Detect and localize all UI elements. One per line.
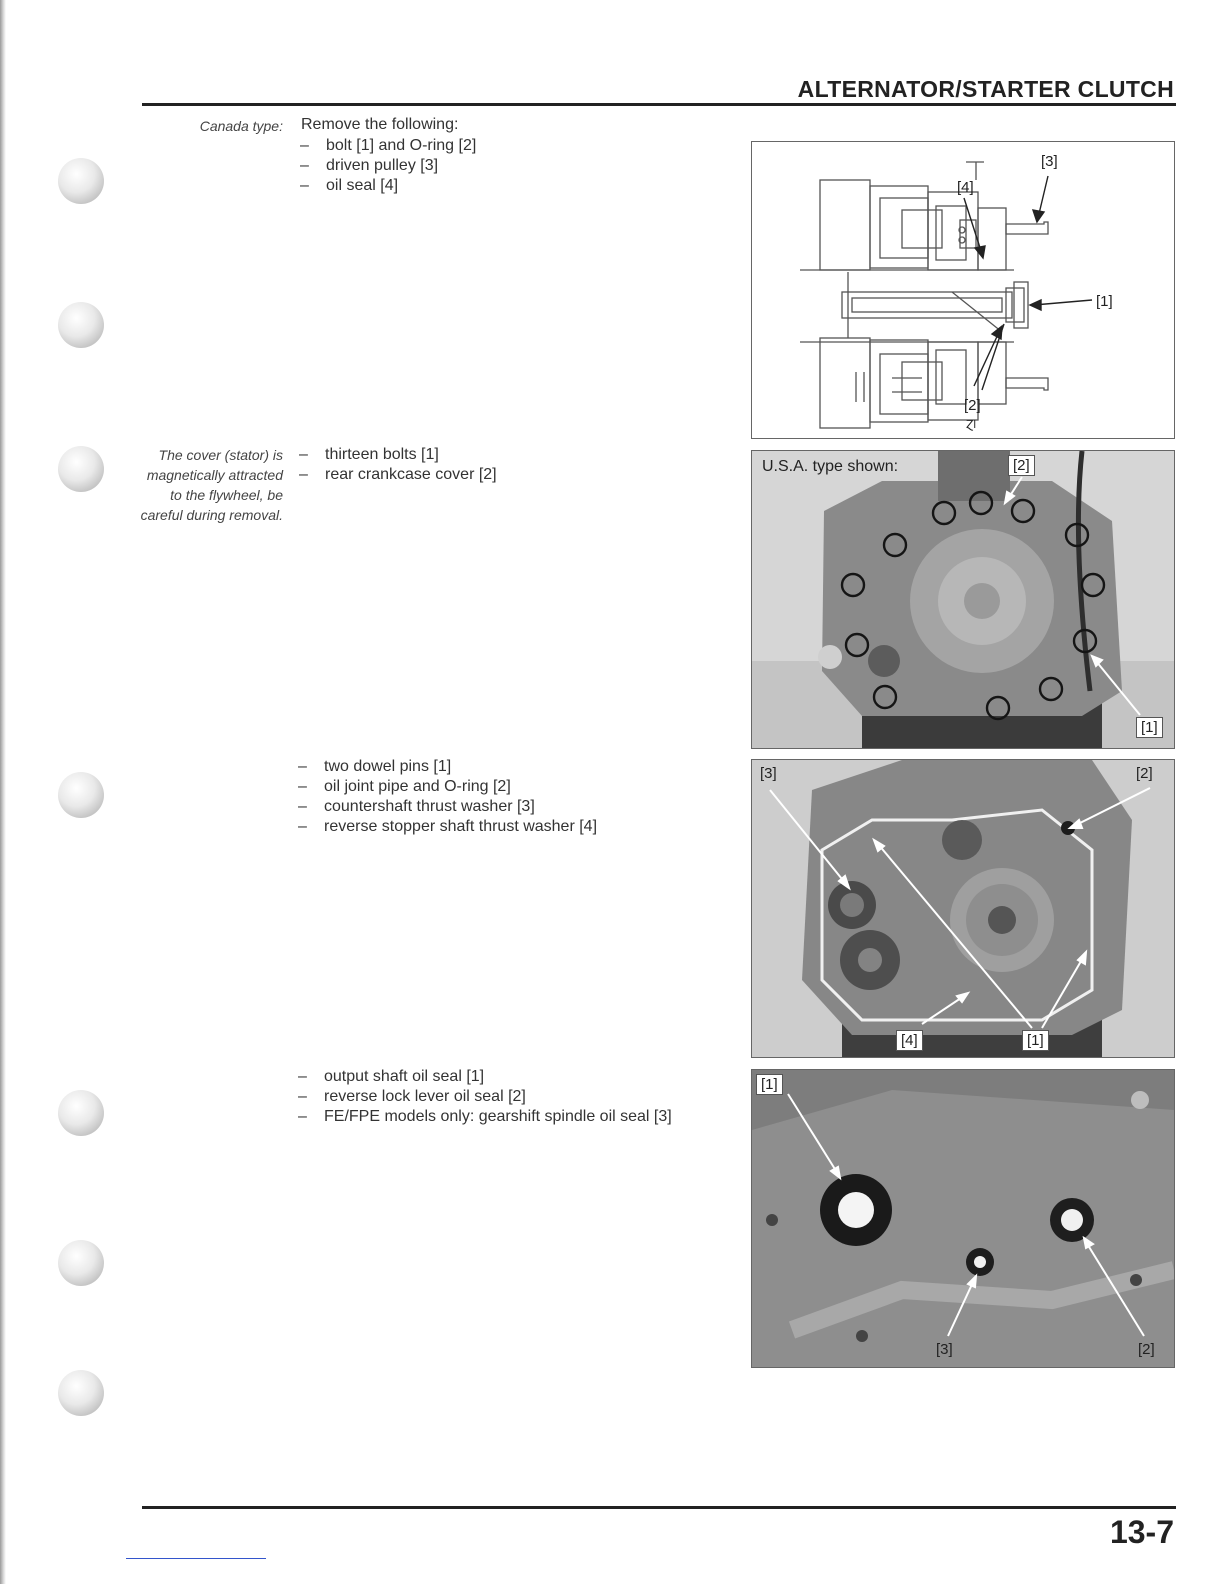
callout-1: [1] [1022, 1030, 1049, 1051]
callout-4: [4] [896, 1030, 923, 1051]
list-item: – rear crankcase cover [2] [299, 466, 497, 483]
callout-2: [2] [964, 397, 981, 414]
list-item: – bolt [1] and O-ring [2] [300, 137, 477, 154]
callout-2: [2] [1008, 455, 1035, 476]
binder-hole [58, 302, 104, 348]
page-number: 13-7 [1109, 1514, 1174, 1550]
callout-3: [3] [760, 765, 777, 782]
figure-cross-section [751, 141, 1175, 439]
callout-3: [3] [936, 1341, 953, 1358]
list-item: – countershaft thrust washer [3] [298, 798, 535, 815]
header-rule [142, 103, 1176, 106]
callout-3: [3] [1041, 153, 1058, 170]
intro-text: Remove the following: [301, 116, 459, 133]
list-item: – reverse lock lever oil seal [2] [298, 1088, 526, 1105]
dowel-pins-photo [752, 760, 1174, 1057]
binder-hole [58, 158, 104, 204]
section-title: ALTERNATOR/STARTER CLUTCH [797, 76, 1174, 102]
binder-hole [58, 1090, 104, 1136]
binder-edge [0, 0, 6, 1584]
list-item: – output shaft oil seal [1] [298, 1068, 485, 1085]
binder-hole [58, 1370, 104, 1416]
binder-hole [58, 1240, 104, 1286]
step-list [298, 1067, 672, 1127]
list-item: – thirteen bolts [1] [299, 446, 439, 463]
callout-1: [1] [1096, 293, 1113, 310]
list-item: – two dowel pins [1] [298, 758, 452, 775]
binder-hole [58, 446, 104, 492]
callout-1: [1] [756, 1074, 783, 1095]
step-list [299, 445, 497, 485]
cross-section-drawing [752, 142, 1174, 438]
list-item: – oil seal [4] [300, 177, 399, 194]
crankcase-cover-photo [752, 451, 1174, 748]
list-item: – driven pulley [3] [300, 157, 439, 174]
callout-2: [2] [1138, 1341, 1155, 1358]
figure-oil-seals [751, 1069, 1175, 1368]
list-item: – reverse stopper shaft thrust washer [4] [298, 818, 598, 835]
callout-1: [1] [1136, 717, 1163, 738]
figure-dowel-pins [751, 759, 1175, 1058]
figure-caption: U.S.A. type shown: [762, 458, 899, 475]
callout-4: [4] [957, 179, 974, 196]
step-list [300, 136, 476, 196]
drawing-stamp: Ɀl [966, 419, 976, 431]
link-underline [126, 1558, 266, 1559]
oil-seals-photo [752, 1070, 1174, 1367]
binder-hole [58, 772, 104, 818]
callout-2: [2] [1136, 765, 1153, 782]
figure-crankcase-cover [751, 450, 1175, 749]
step-list [298, 757, 597, 837]
footer-rule [142, 1506, 1176, 1509]
list-item: – oil joint pipe and O-ring [2] [298, 778, 511, 795]
list-item: – FE/FPE models only: gearshift spindle oil seal [3] [298, 1108, 672, 1125]
side-note-canada: Canada type: [199, 118, 283, 134]
side-note-caution: The cover (stator) is magnetically attracted to the flywheel, be careful during removal. [140, 447, 283, 523]
